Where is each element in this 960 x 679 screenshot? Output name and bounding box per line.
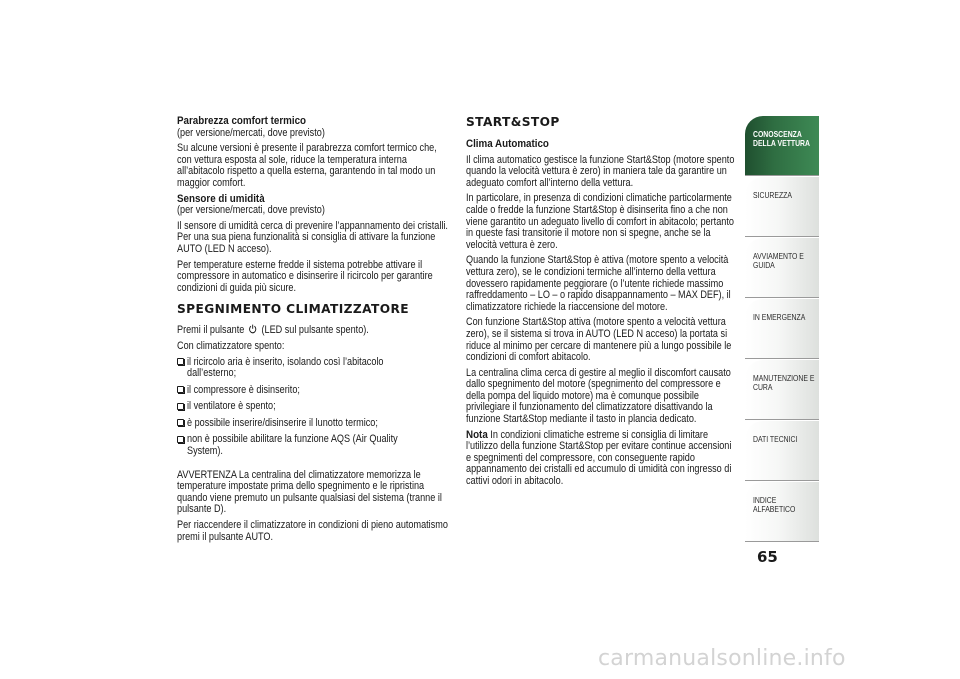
start-stop-paragraph-2: In particolare, in presenza di condizioni climatiche particolarmente calde o fredde la funzione Start&Stop è disinserita fino a che non viene garantito un adeguato livello di comfort in abitacolo; pertanto in queste fasi transitorie il motore non si spegne, anche se la velocità vettura è zero. [466, 192, 734, 251]
chapter-tabs [745, 116, 819, 543]
start-stop-paragraph-1: Il clima automatico gestisce la funzione Start&Stop (motore spento quando la velocità vettura è zero) in maniera tale da garantire un adeguato comfort all’interno della vettura. [466, 153, 735, 189]
off-intro: Con climatizzatore spento: [177, 339, 285, 352]
sensore-availability: (per versione/mercati, dove previsto) [177, 204, 325, 217]
tab-dati-tecnici[interactable]: DATI TECNICI [745, 421, 819, 480]
warning-text: AVVERTENZA La centralina del climatizzatore memorizza le temperature impostate prima dello spegnimento e le ripristina quando viene premuto un pulsante qualsiasi del sistema (tranne il pulsante D). [177, 468, 442, 516]
page-number: 65 [757, 548, 778, 566]
start-stop-paragraph-4: Con funzione Start&Stop attiva (motore spento a velocità vettura zero), se il sistema si trova in AUTO (LED N acceso) la portata si riduce al minimo per cercare di mantenere più a lungo possibile le condizioni di comfort abitacolo. [466, 316, 732, 364]
parabrezza-text: Su alcune versioni è presente il parabrezza comfort termico che, con vettura esposta al sole, riduce la temperatura interna all’abitacolo rispetto a quella esterna, garantendo in tal modo un maggior comfort. [177, 142, 437, 189]
start-stop-paragraph-5: La centralina clima cerca di gestire al meglio il discomfort causato dallo spegnimento del motore (spegnimento del compressore e della pompa del liquido motore) ma è comunque possibile privilegiare il funzionamento del climatizzatore disattivando la funzione Start&Stop mediante il tasto in plancia dedicato. [466, 366, 731, 426]
list-item: è possibile inserire/disinserire il lunotto termico; [177, 418, 449, 430]
checkbox-bullet-icon [177, 358, 184, 365]
sensore-text-1: Il sensore di umidità cerca di prevenire l’appannamento dei cristalli. Per una sua piena funzionalità si consiglia di attivare la funzione AUTO (LED N acceso). [177, 219, 448, 255]
nota-paragraph [466, 430, 737, 488]
right-column [466, 116, 738, 492]
left-column [177, 116, 449, 547]
list-item: il compressore è disinserito; [177, 385, 449, 397]
restart-text: Per riaccendere il climatizzatore in condizioni di pieno automatismo premi il pulsante AUTO. [177, 519, 448, 543]
list-item: non è possibile abilitare la funzione AQS (Air Quality System). [177, 434, 449, 457]
watermark: carmanualsonline.info [598, 646, 846, 671]
heading-sensore-umidita: Sensore di umidità [177, 192, 265, 205]
heading-parabrezza: Parabrezza comfort termico [177, 115, 307, 127]
press-before: Premi il pulsante [177, 324, 245, 337]
parabrezza-availability: (per versione/mercati, dove previsto) [177, 126, 325, 139]
press-after: (LED sul pulsante spento). [261, 324, 369, 337]
checkbox-bullet-icon [177, 403, 184, 410]
tab-avviamento-e-guida[interactable]: AVVIAMENTO E GUIDA [745, 238, 819, 297]
checkbox-bullet-icon [177, 386, 184, 393]
nota-label: Nota [466, 428, 488, 441]
list-item: il ricircolo aria è inserito, isolando così l’abitacolo dall’esterno; [177, 357, 449, 380]
list-item: il ventilatore è spento; [177, 401, 449, 413]
tab-manutenzione-e-cura[interactable]: MANUTENZIONE E CURA [745, 360, 819, 419]
heading-clima-automatico: Clima Automatico [466, 138, 549, 150]
start-stop-paragraph-3: Quando la funzione Start&Stop è attiva (motore spento a velocità vettura zero), se le condizioni termiche all’interno della vettura dovessero rapidamente peggiorare (o l’utente richiede massimo raffreddamento – LO – o rapido disappannamento – MAX DEF), il climatizzatore richiede la riaccensione del motore. [466, 254, 731, 313]
tab-conoscenza-della-vettura[interactable]: CONOSCENZA DELLA VETTURA [745, 116, 819, 175]
tab-in-emergenza[interactable]: IN EMERGENZA [745, 299, 819, 358]
section-title-start-stop: START&STOP [466, 115, 560, 129]
tab-sicurezza[interactable]: SICUREZZA [745, 177, 819, 236]
checkbox-bullet-icon [177, 419, 184, 426]
press-instruction [177, 324, 448, 337]
sensore-text-2: Per temperature esterne fredde il sistema potrebbe attivare il compressore in automatico e disinserire il ricircolo per garantire condizioni di guida più sicure. [177, 258, 433, 294]
power-icon [249, 324, 258, 334]
section-title-spegnimento: SPEGNIMENTO CLIMATIZZATORE [177, 302, 409, 317]
nota-text: In condizioni climatiche estreme si consiglia di limitare l’utilizzo della funzione Start&Stop per evitare continue accensioni e spegnimenti del compressore, con conseguente rapido appannamento dei cristalli ed accumulo di umidità con ingresso di cattivi odori in abitacolo. [466, 428, 732, 488]
tab-indice-alfabetico[interactable]: INDICE ALFABETICO [745, 482, 819, 541]
checkbox-bullet-icon [177, 436, 184, 443]
